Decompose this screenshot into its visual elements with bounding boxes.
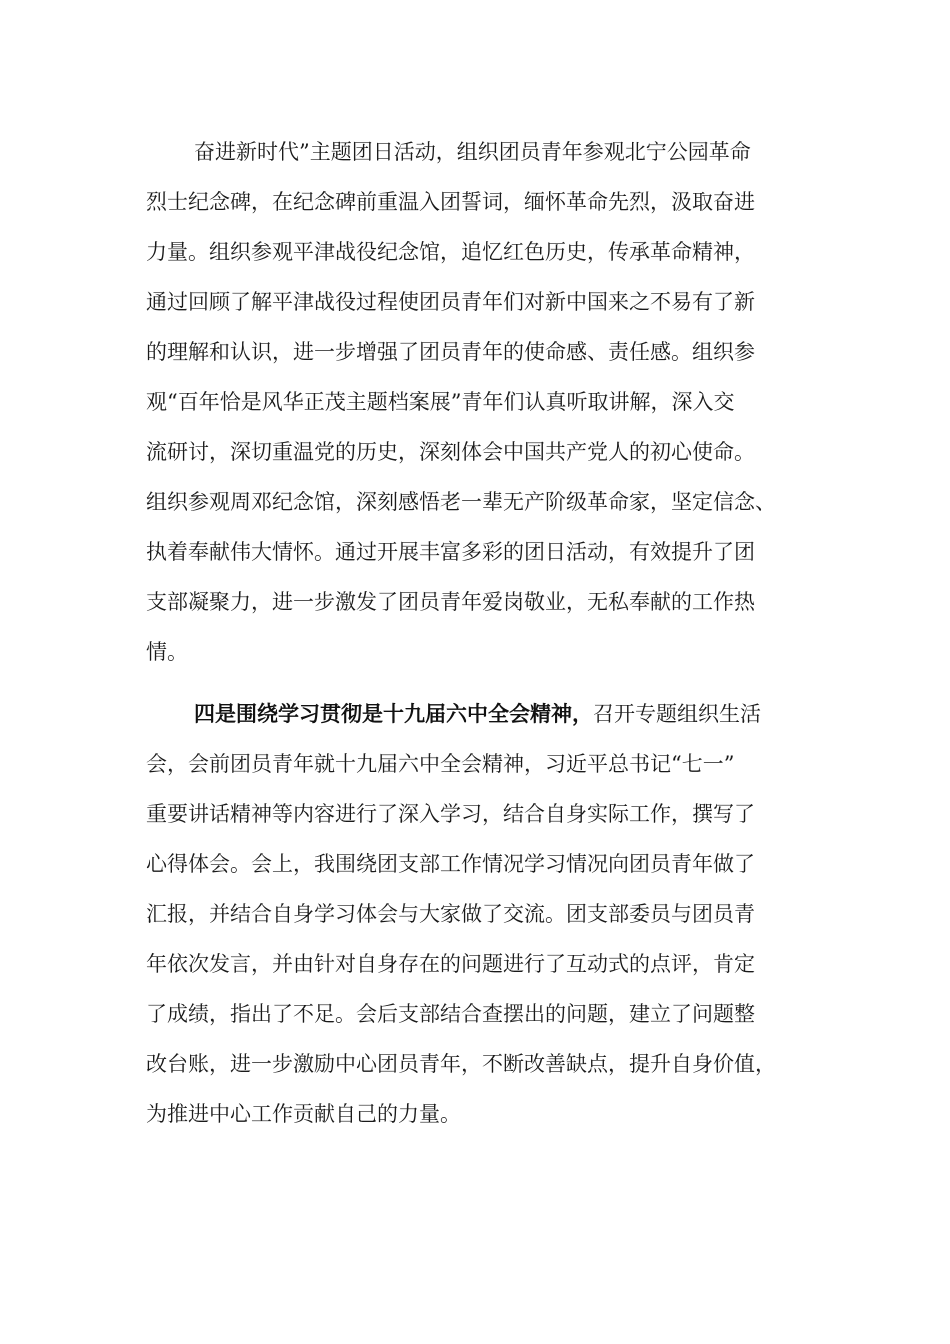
text-line: 流研讨，深切重温党的历史，深刻体会中国共产党人的初心使命。	[146, 440, 755, 464]
text-line: 情。	[146, 640, 188, 664]
text-line: 力量。组织参观平津战役纪念馆，追忆红色历史，传承革命精神，	[146, 240, 755, 264]
text-line: 奋进新时代”主题团日活动，组织团员青年参观北宁公园革命	[194, 140, 751, 164]
text-line: 年依次发言，并由针对自身存在的问题进行了互动式的点评，肯定	[146, 952, 755, 976]
text-line: 重要讲话精神等内容进行了深入学习，结合自身实际工作，撰写了	[146, 802, 755, 826]
body-paragraph-2	[146, 689, 826, 1139]
paragraph-lead-heading: 四是围绕学习贯彻是十九届六中全会精神，	[194, 701, 593, 726]
body-paragraph-1	[146, 127, 826, 677]
text-line: 执着奉献伟大情怀。通过开展丰富多彩的团日活动，有效提升了团	[146, 540, 755, 564]
text-line: 为推进中心工作贡献自己的力量。	[146, 1102, 461, 1126]
text-line-rest: 召开专题组织生活	[593, 702, 761, 726]
text-line: 改台账，进一步激励中心团员青年，不断改善缺点，提升自身价值，	[146, 1052, 776, 1076]
text-line: 烈士纪念碑，在纪念碑前重温入团誓词，缅怀革命先烈，汲取奋进	[146, 190, 755, 214]
text-line: 观“百年恰是风华正茂主题档案展”青年们认真听取讲解，深入交	[146, 390, 735, 414]
text-line: 汇报，并结合自身学习体会与大家做了交流。团支部委员与团员青	[146, 902, 755, 926]
text-line: 支部凝聚力，进一步激发了团员青年爱岗敬业，无私奉献的工作热	[146, 590, 755, 614]
text-line: 了成绩，指出了不足。会后支部结合查摆出的问题，建立了问题整	[146, 1002, 755, 1026]
text-line	[146, 689, 826, 739]
text-line: 会，会前团员青年就十九届六中全会精神，习近平总书记“七一”	[146, 752, 735, 776]
text-line: 的理解和认识，进一步增强了团员青年的使命感、责任感。组织参	[146, 340, 755, 364]
text-line: 心得体会。会上，我围绕团支部工作情况学习情况向团员青年做了	[146, 852, 755, 876]
text-line: 组织参观周邓纪念馆，深刻感悟老一辈无产阶级革命家，坚定信念、	[146, 490, 776, 514]
text-line: 通过回顾了解平津战役过程使团员青年们对新中国来之不易有了新	[146, 290, 755, 314]
